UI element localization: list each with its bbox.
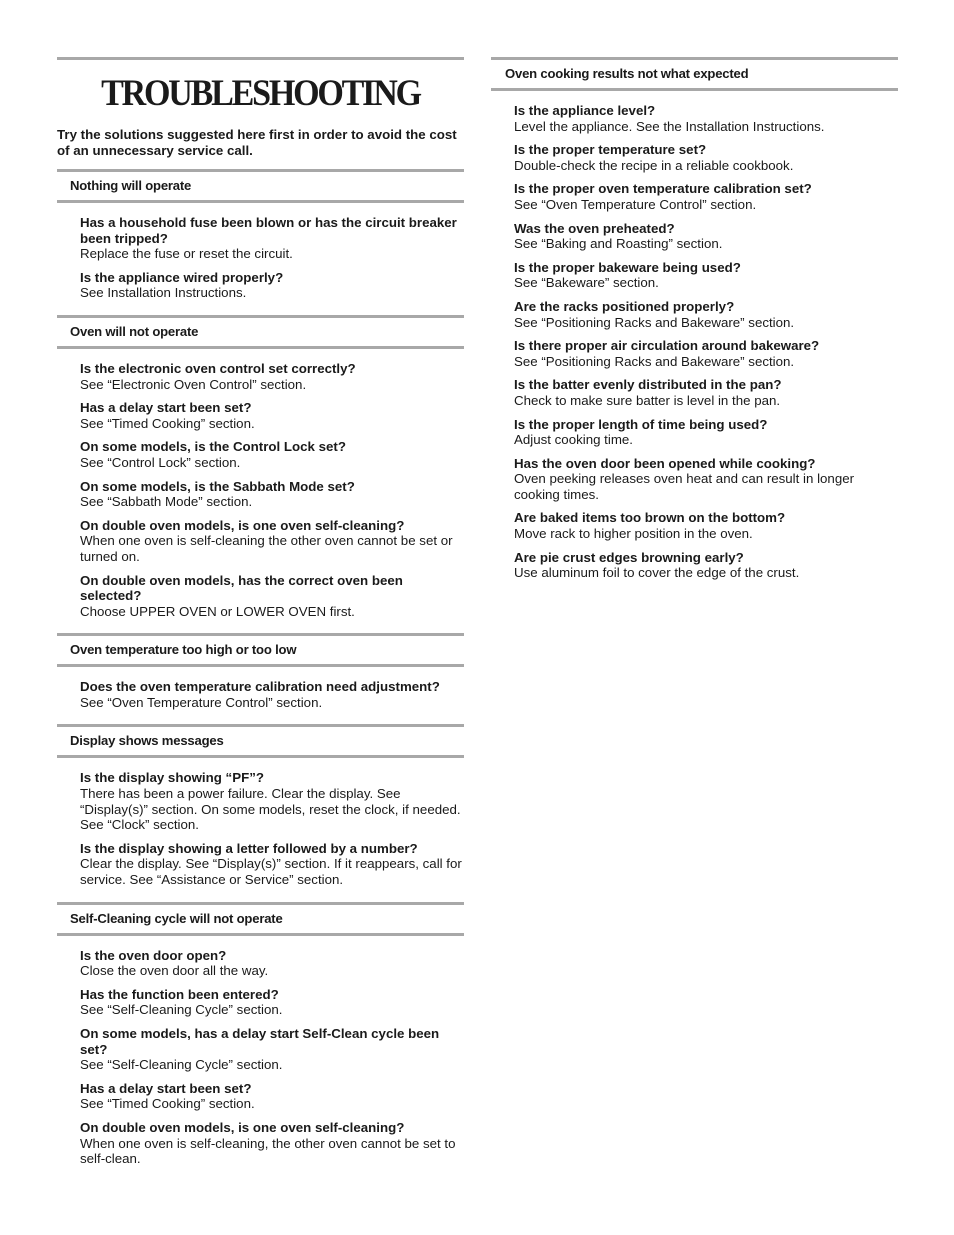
item-question: Has a delay start been set?: [80, 1080, 252, 1096]
item-answer: See “Bakeware” section.: [514, 275, 659, 291]
item-answer: See “Self-Cleaning Cycle” section.: [80, 1002, 283, 1018]
right-sections: [491, 57, 898, 595]
section-heading: Nothing will operate: [57, 169, 464, 203]
item-answer: Choose UPPER OVEN or LOWER OVEN first.: [80, 603, 355, 619]
item-answer: See “Positioning Racks and Bakeware” section.: [514, 353, 795, 369]
section-heading: Oven cooking results not what expected: [491, 57, 898, 91]
item-answer: When one oven is self-cleaning the other oven cannot be set or turned on.: [80, 533, 453, 564]
item-question: Is the appliance wired properly?: [80, 269, 284, 285]
troubleshooting-item: [514, 510, 898, 541]
item-question: Is there proper air circulation around bakeware?: [514, 338, 820, 354]
item-answer: Clear the display. See “Display(s)” section. If it reappears, call for service. See “Assistance or Service” section.: [80, 856, 462, 888]
item-question: Is the proper length of time being used?: [514, 416, 768, 432]
troubleshooting-item: [514, 221, 898, 252]
item-question: On some models, has a delay start Self-Clean cycle been set?: [80, 1026, 440, 1057]
troubleshooting-item: [80, 1081, 464, 1112]
item-answer: See “Timed Cooking” section.: [80, 415, 255, 431]
item-question: On double oven models, has the correct oven been selected?: [80, 572, 403, 604]
item-question: Is the proper temperature set?: [514, 142, 707, 158]
troubleshooting-item: [80, 573, 464, 620]
left-sections: [57, 169, 464, 1181]
troubleshooting-item: [80, 215, 464, 262]
troubleshooting-item: [514, 299, 898, 330]
item-question: Is the proper oven temperature calibration set?: [514, 181, 812, 197]
troubleshooting-item: [514, 456, 898, 503]
troubleshooting-item: [80, 361, 464, 392]
page-title: TROUBLESHOOTING: [101, 73, 420, 114]
troubleshooting-item: [514, 260, 898, 291]
section-items: [57, 203, 464, 315]
item-answer: See “Oven Temperature Control” section.: [514, 196, 757, 212]
troubleshooting-item: [514, 338, 898, 369]
top-rule: [57, 57, 464, 60]
section-heading: Display shows messages: [57, 724, 464, 758]
section-items: [57, 936, 464, 1181]
item-answer: See “Timed Cooking” section.: [80, 1096, 255, 1112]
troubleshooting-item: [80, 679, 464, 710]
item-question: Is the appliance level?: [514, 103, 656, 118]
troubleshooting-item: [80, 948, 464, 979]
item-answer: Replace the fuse or reset the circuit.: [80, 246, 293, 262]
item-answer: See “Sabbath Mode” section.: [80, 494, 253, 510]
section-items: [57, 349, 464, 633]
troubleshooting-item: [80, 439, 464, 470]
item-answer: See “Control Lock” section.: [80, 454, 241, 470]
item-question: Are the racks positioned properly?: [514, 298, 735, 314]
item-answer: See “Baking and Roasting” section.: [514, 236, 723, 252]
item-question: On some models, is the Sabbath Mode set?: [80, 478, 355, 494]
item-question: Is the electronic oven control set correctly?: [80, 360, 356, 376]
troubleshooting-item: [80, 770, 464, 832]
item-question: Has the oven door been opened while cooking?: [514, 455, 816, 471]
troubleshooting-item: [514, 377, 898, 408]
troubleshooting-item: [80, 841, 464, 888]
item-answer: When one oven is self-cleaning, the other oven cannot be set to self-clean.: [80, 1135, 456, 1167]
item-answer: Check to make sure batter is level in the pan.: [514, 392, 781, 408]
item-answer: There has been a power failure. Clear the display. See “Display(s)” section. On some models, reset the clock, if needed. See “Clock” section.: [80, 786, 461, 833]
troubleshooting-item: [514, 142, 898, 173]
item-question: Are pie crust edges browning early?: [514, 549, 744, 565]
item-question: Is the batter evenly distributed in the pan?: [514, 377, 782, 393]
item-question: Has a delay start been set?: [80, 400, 252, 416]
item-question: Does the oven temperature calibration need adjustment?: [80, 679, 440, 695]
item-answer: Double-check the recipe in a reliable cookbook.: [514, 157, 794, 173]
item-answer: Adjust cooking time.: [514, 432, 633, 448]
troubleshooting-item: [514, 103, 898, 134]
item-question: Is the display showing “PF”?: [80, 770, 264, 786]
item-question: Was the oven preheated?: [514, 220, 675, 236]
section-items: [57, 758, 464, 901]
section-items: [57, 667, 464, 724]
item-answer: Move rack to higher position in the oven.: [514, 526, 753, 542]
section-heading: Oven will not operate: [57, 315, 464, 349]
item-answer: Close the oven door all the way.: [80, 963, 269, 979]
item-answer: See “Electronic Oven Control” section.: [80, 376, 307, 392]
item-question: Is the proper bakeware being used?: [514, 259, 741, 275]
item-answer: See “Self-Cleaning Cycle” section.: [80, 1057, 283, 1073]
section-items: [491, 91, 898, 595]
section-heading: Self-Cleaning cycle will not operate: [57, 902, 464, 936]
troubleshooting-item: [80, 987, 464, 1018]
troubleshooting-item: [80, 400, 464, 431]
item-answer: Oven peeking releases oven heat and can result in longer cooking times.: [514, 471, 855, 502]
troubleshooting-item: [514, 181, 898, 212]
troubleshooting-item: [80, 479, 464, 510]
troubleshooting-item: [80, 270, 464, 301]
item-question: On some models, is the Control Lock set?: [80, 439, 346, 455]
section-heading: Oven temperature too high or too low: [57, 633, 464, 667]
item-question: On double oven models, is one oven self-cleaning?: [80, 517, 405, 533]
intro-text: Try the solutions suggested here first in order to avoid the cost of an unnecessary service call.: [57, 127, 457, 158]
item-answer: See Installation Instructions.: [80, 285, 247, 301]
item-answer: See “Positioning Racks and Bakeware” section.: [514, 314, 795, 330]
item-question: Has a household fuse been blown or has the circuit breaker been tripped?: [80, 215, 457, 246]
left-column: [57, 57, 464, 1181]
item-answer: See “Oven Temperature Control” section.: [80, 694, 323, 710]
right-column: [491, 57, 898, 595]
troubleshooting-item: [80, 518, 464, 565]
item-question: Is the oven door open?: [80, 947, 227, 963]
troubleshooting-item: [80, 1120, 464, 1167]
item-answer: Use aluminum foil to cover the edge of the crust.: [514, 565, 800, 581]
item-question: On double oven models, is one oven self-cleaning?: [80, 1119, 405, 1135]
troubleshooting-item: [514, 417, 898, 448]
item-question: Has the function been entered?: [80, 986, 279, 1002]
troubleshooting-item: [514, 550, 898, 581]
item-question: Is the display showing a letter followed by a number?: [80, 840, 418, 856]
item-answer: Level the appliance. See the Installation Instructions.: [514, 118, 825, 134]
troubleshooting-item: [80, 1026, 464, 1073]
item-question: Are baked items too brown on the bottom?: [514, 510, 786, 526]
